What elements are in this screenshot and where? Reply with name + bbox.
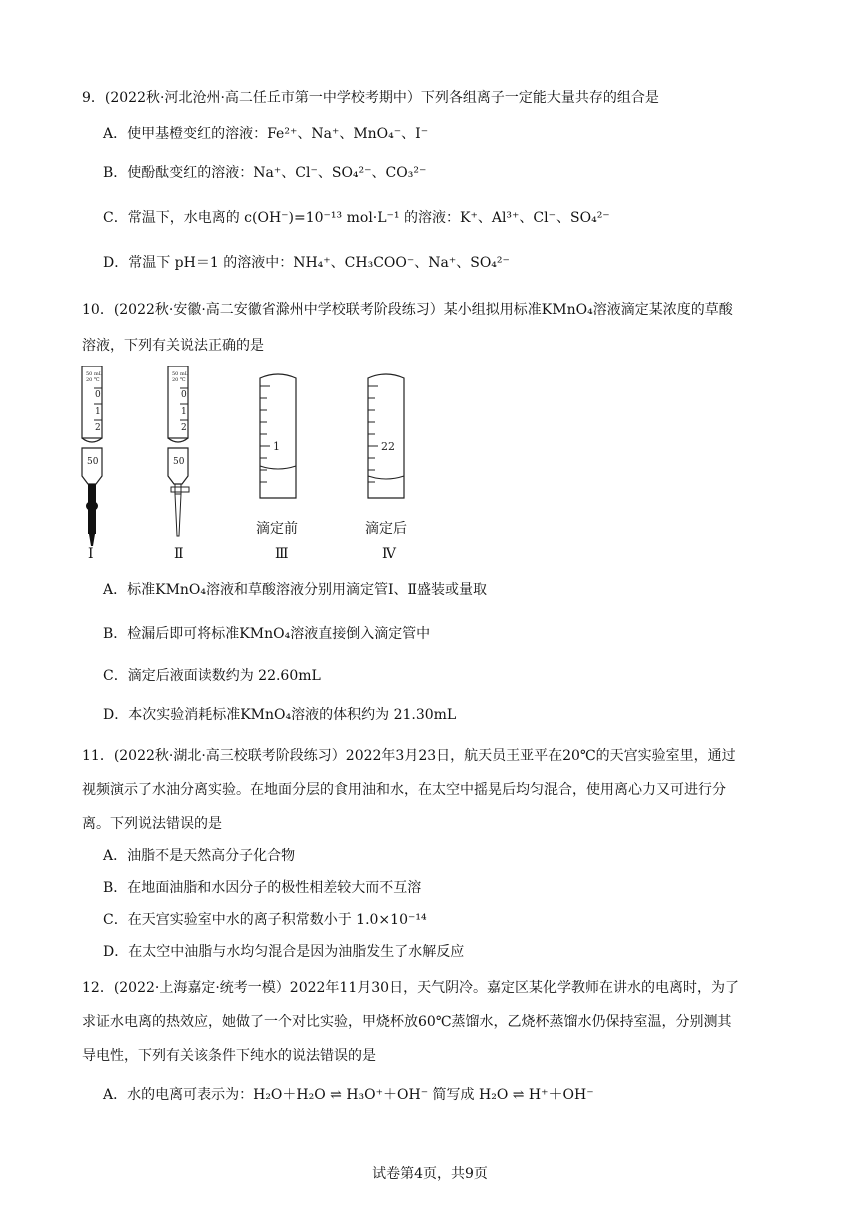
- roman-4: Ⅳ: [382, 546, 396, 562]
- burette-2-volume-label: 50 mL: [172, 371, 189, 377]
- burette-2: [168, 366, 189, 536]
- burette-1-tick-2: 2: [95, 423, 101, 433]
- burette-2-temp-label: 20 ℃: [172, 377, 186, 383]
- burette-1-temp-label: 20 ℃: [86, 377, 100, 383]
- roman-1: Ⅰ: [88, 546, 94, 562]
- burette-1: [82, 366, 103, 546]
- burette-2-tick-2: 2: [181, 423, 187, 433]
- q12-stem-line1: 12．(2022·上海嘉定·统考一模）2022年11月30日，天气阴冷。嘉定区某化学教师在讲水的电离时，为了: [82, 980, 740, 996]
- q10-stem-line1: 10．(2022秋·安徽·高二安徽省滁州中学校联考阶段练习）某小组拟用标准KMnO₄溶液滴定某浓度的草酸: [82, 302, 733, 318]
- q12-stem-line3: 导电性，下列有关该条件下纯水的说法错误的是: [82, 1048, 376, 1064]
- burette-1-tick-50: 50: [87, 457, 99, 467]
- q9-stem: 9．(2022秋·河北沧州·高二任丘市第一中学校考期中）下列各组离子一定能大量共存的组合是: [82, 90, 659, 106]
- q10-option-a: A．标准KMnO₄溶液和草酸溶液分别用滴定管Ⅰ、Ⅱ盛装或量取: [103, 582, 488, 598]
- q9-option-b: B．使酚酞变红的溶液：Na⁺、Cl⁻、SO₄²⁻、CO₃²⁻: [103, 165, 427, 181]
- burette-2-tick-50: 50: [173, 457, 185, 467]
- burette-1-tick-1: 1: [95, 407, 101, 417]
- q9-option-a: A．使甲基橙变红的溶液：Fe²⁺、Na⁺、MnO₄⁻、I⁻: [103, 126, 429, 142]
- reading-before-label: 1: [273, 440, 280, 453]
- q12-option-a: A．水的电离可表示为：H₂O＋H₂O ⇌ H₃O⁺＋OH⁻ 简写成 H₂O ⇌ H⁺＋OH⁻: [103, 1087, 594, 1103]
- q11-option-a: A．油脂不是天然高分子化合物: [103, 848, 296, 864]
- page-footer: 试卷第4页，共9页: [372, 1166, 488, 1182]
- burette-2-tick-0: 0: [181, 390, 187, 400]
- roman-2: Ⅱ: [174, 546, 184, 562]
- q11-option-d: D．在太空中油脂与水均匀混合是因为油脂发生了水解反应: [103, 944, 465, 960]
- caption-after: 滴定后: [365, 521, 407, 537]
- q9-option-d: D．常温下 pH＝1 的溶液中：NH₄⁺、CH₃COO⁻、Na⁺、SO₄²⁻: [103, 255, 510, 271]
- caption-before: 滴定前: [256, 521, 298, 537]
- q11-stem-line1: 11．(2022秋·湖北·高三校联考阶段练习）2022年3月23日，航天员王亚平在20℃的天宫实验室里，通过: [82, 748, 736, 764]
- burette-1-tick-0: 0: [95, 390, 101, 400]
- q9-option-c: C．常温下，水电离的 c(OH⁻)=10⁻¹³ mol·L⁻¹ 的溶液：K⁺、Al³⁺、Cl⁻、SO₄²⁻: [103, 210, 610, 226]
- q10-option-d: D．本次实验消耗标准KMnO₄溶液的体积约为 21.30mL: [103, 707, 457, 723]
- burette-section-after: [368, 374, 404, 498]
- q10-option-c: C．滴定后液面读数约为 22.60mL: [103, 668, 321, 684]
- burette-section-before: [260, 374, 296, 498]
- q11-option-b: B．在地面油脂和水因分子的极性相差较大而不互溶: [103, 880, 422, 896]
- q11-option-c: C．在天宫实验室中水的离子积常数小于 1.0×10⁻¹⁴: [103, 912, 427, 928]
- q11-stem-line2: 视频演示了水油分离实验。在地面分层的食用油和水，在太空中摇晃后均匀混合，使用离心力又可进行分: [82, 782, 726, 798]
- reading-after-label: 22: [381, 440, 395, 453]
- roman-3: Ⅲ: [275, 546, 289, 562]
- burette-1-volume-label: 50 mL: [86, 371, 103, 377]
- burette-2-tick-1: 1: [181, 407, 187, 417]
- q10-option-b: B．检漏后即可将标准KMnO₄溶液直接倒入滴定管中: [103, 626, 431, 642]
- q12-stem-line2: 求证水电离的热效应，她做了一个对比实验，甲烧杯放60℃蒸馏水，乙烧杯蒸馏水仍保持室温，分别测其: [82, 1014, 732, 1030]
- q10-stem-line2: 溶液，下列有关说法正确的是: [82, 338, 264, 354]
- q11-stem-line3: 离。下列说法错误的是: [82, 816, 222, 832]
- burette-figure: [70, 366, 450, 566]
